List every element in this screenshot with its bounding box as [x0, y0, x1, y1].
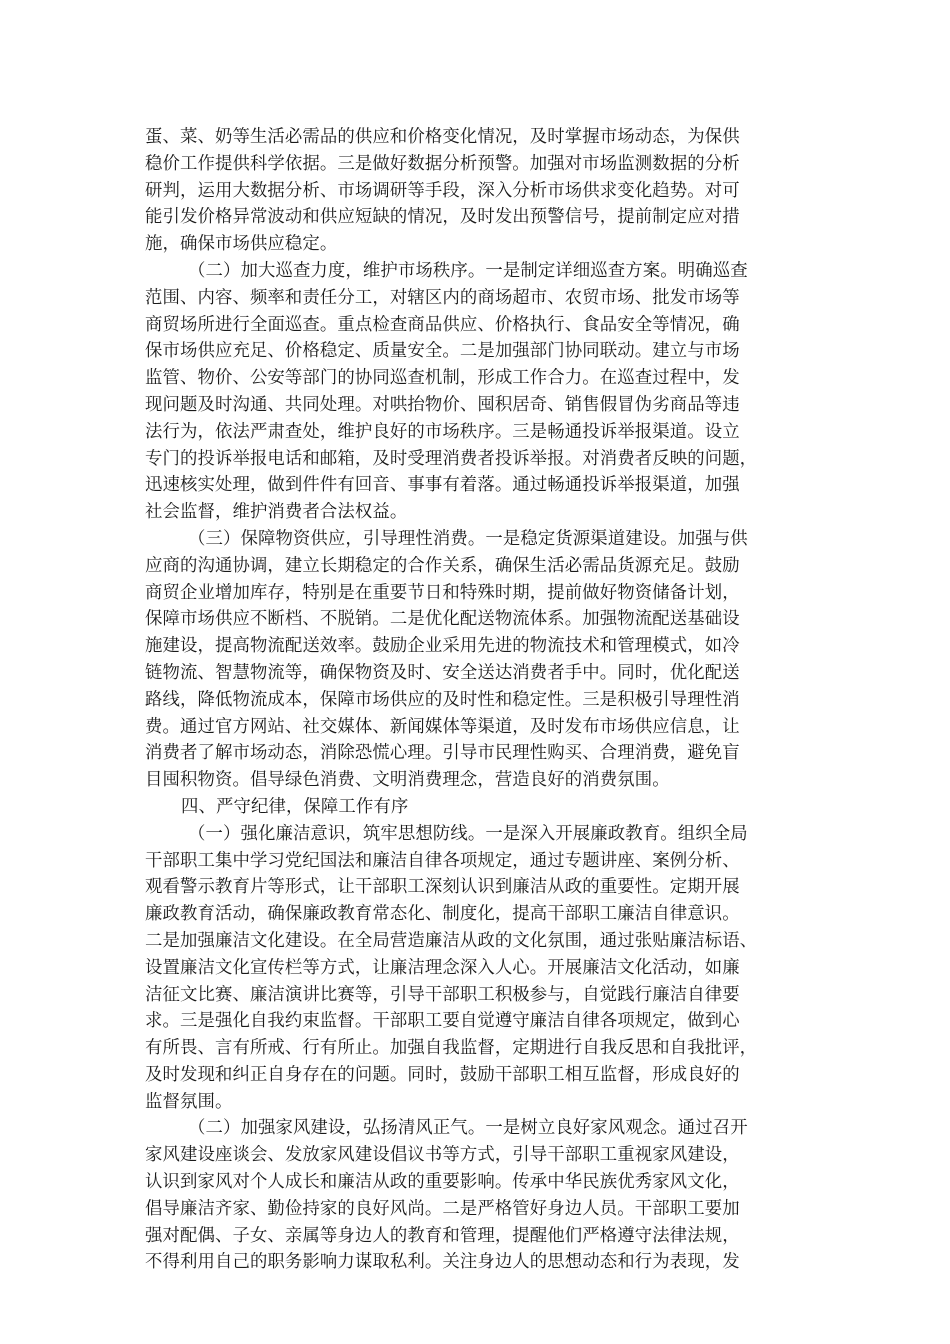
text-line: 家风建设座谈会、发放家风建设倡议书等方式，引导干部职工重视家风建设， — [145, 1145, 740, 1166]
text-line: 能引发价格异常波动和供应短缺的情况，及时发出预警信号，提前制定应对措 — [145, 207, 740, 228]
text-line: 目囤积物资。倡导绿色消费、文明消费理念，营造良好的消费氛围。 — [145, 770, 670, 791]
text-line: 设置廉洁文化宣传栏等方式，让廉洁理念深入人心。开展廉洁文化活动，如廉 — [145, 957, 740, 978]
text-line: 链物流、智慧物流等，确保物资及时、安全送达消费者手中。同时，优化配送 — [145, 662, 740, 683]
text-line: 专门的投诉举报电话和邮箱，及时受理消费者投诉举报。对消费者反映的问题， — [145, 448, 758, 469]
text-line: 强对配偶、子女、亲属等身边人的教育和管理，提醒他们严格遵守法律法规， — [145, 1225, 740, 1246]
text-line: 稳价工作提供科学依据。三是做好数据分析预警。加强对市场监测数据的分析 — [145, 153, 740, 174]
text-line: 洁征文比赛、廉洁演讲比赛等，引导干部职工积极参与，自觉践行廉洁自律要 — [145, 984, 740, 1005]
text-line: 社会监督，维护消费者合法权益。 — [145, 502, 408, 523]
text-line: 保市场供应充足、价格稳定、质量安全。二是加强部门协同联动。建立与市场 — [145, 341, 740, 362]
text-line: 商贸企业增加库存，特别是在重要节日和特殊时期，提前做好物资储备计划， — [145, 582, 740, 603]
text-line: （二）加大巡查力度，维护市场秩序。一是制定详细巡查方案。明确巡查 — [188, 260, 748, 281]
section-heading: 四、严守纪律，保障工作有序 — [181, 796, 409, 817]
text-line: 求。三是强化自我约束监督。干部职工要自觉遵守廉洁自律各项规定，做到心 — [145, 1011, 740, 1032]
text-line: 廉政教育活动，确保廉政教育常态化、制度化，提高干部职工廉洁自律意识。 — [145, 904, 740, 925]
text-line: （三）保障物资供应，引导理性消费。一是稳定货源渠道建设。加强与供 — [188, 528, 748, 549]
text-line: 监管、物价、公安等部门的协同巡查机制，形成工作合力。在巡查过程中，发 — [145, 368, 740, 389]
document-body — [145, 124, 811, 1276]
text-line: 消费者了解市场动态，消除恐慌心理。引导市民理性购买、合理消费，避免盲 — [145, 743, 740, 764]
text-line: 不得利用自己的职务影响力谋取私利。关注身边人的思想动态和行为表现，发 — [145, 1252, 740, 1273]
text-line: 施，确保市场供应稳定。 — [145, 234, 338, 255]
text-line: 监督氛围。 — [145, 1091, 233, 1112]
text-line: 现问题及时沟通、共同处理。对哄抬物价、囤积居奇、销售假冒伪劣商品等违 — [145, 394, 740, 415]
text-line: 观看警示教育片等形式，让干部职工深刻认识到廉洁从政的重要性。定期开展 — [145, 877, 740, 898]
text-line: 保障市场供应不断档、不脱销。二是优化配送物流体系。加强物流配送基础设 — [145, 609, 740, 630]
text-line: 法行为，依法严肃查处，维护良好的市场秩序。三是畅通投诉举报渠道。设立 — [145, 421, 740, 442]
text-line: 倡导廉洁齐家、勤俭持家的良好风尚。二是严格管好身边人员。干部职工要加 — [145, 1198, 740, 1219]
text-line: 路线，降低物流成本，保障市场供应的及时性和稳定性。三是积极引导理性消 — [145, 689, 740, 710]
text-line: 干部职工集中学习党纪国法和廉洁自律各项规定，通过专题讲座、案例分析、 — [145, 850, 740, 871]
text-line: （一）强化廉洁意识，筑牢思想防线。一是深入开展廉政教育。组织全局 — [188, 823, 748, 844]
text-line: 及时发现和纠正自身存在的问题。同时，鼓励干部职工相互监督，形成良好的 — [145, 1064, 740, 1085]
text-line: 研判，运用大数据分析、市场调研等手段，深入分析市场供求变化趋势。对可 — [145, 180, 740, 201]
text-line: 范围、内容、频率和责任分工，对辖区内的商场超市、农贸市场、批发市场等 — [145, 287, 740, 308]
text-line: 二是加强廉洁文化建设。在全局营造廉洁从政的文化氛围，通过张贴廉洁标语、 — [145, 930, 758, 951]
text-line: 迅速核实处理，做到件件有回音、事事有着落。通过畅通投诉举报渠道，加强 — [145, 475, 740, 496]
text-line: 应商的沟通协调，建立长期稳定的合作关系，确保生活必需品货源充足。鼓励 — [145, 555, 740, 576]
text-line: 费。通过官方网站、社交媒体、新闻媒体等渠道，及时发布市场供应信息，让 — [145, 716, 740, 737]
text-line: （二）加强家风建设，弘扬清风正气。一是树立良好家风观念。通过召开 — [188, 1118, 748, 1139]
text-line: 认识到家风对个人成长和廉洁从政的重要影响。传承中华民族优秀家风文化， — [145, 1172, 740, 1193]
text-line: 施建设，提高物流配送效率。鼓励企业采用先进的物流技术和管理模式，如冷 — [145, 636, 740, 657]
text-line: 蛋、菜、奶等生活必需品的供应和价格变化情况，及时掌握市场动态，为保供 — [145, 127, 740, 147]
text-line: 有所畏、言有所戒、行有所止。加强自我监督，定期进行自我反思和自我批评， — [145, 1038, 758, 1059]
text-line: 商贸场所进行全面巡查。重点检查商品供应、价格执行、食品安全等情况，确 — [145, 314, 740, 335]
